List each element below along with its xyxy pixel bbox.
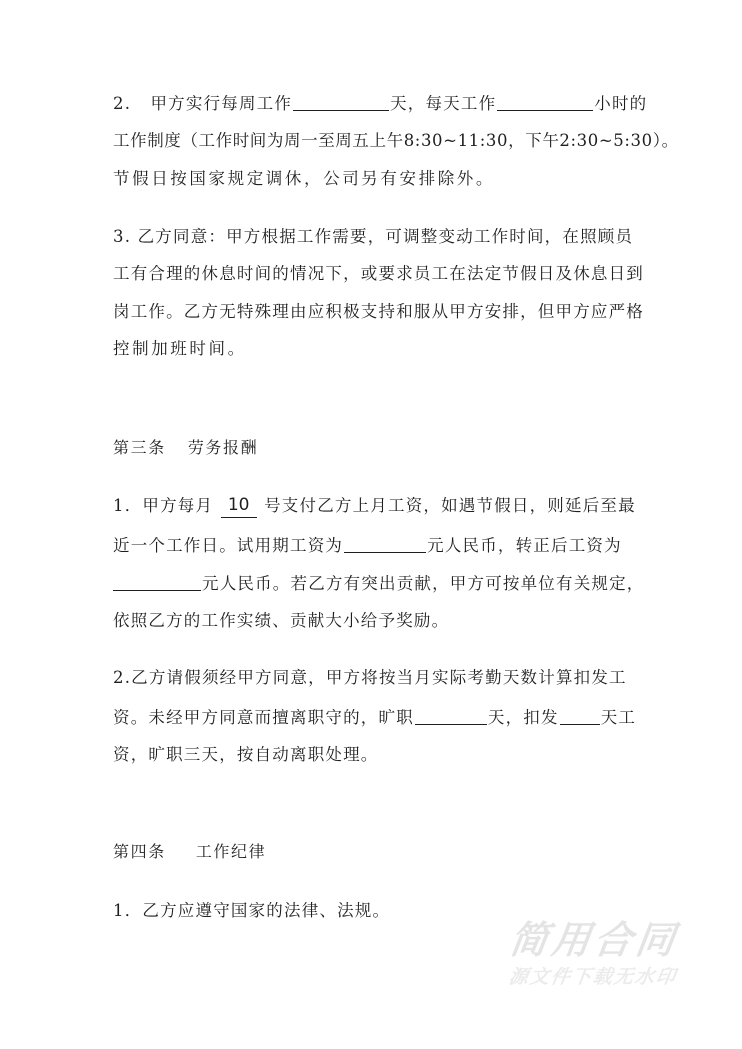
deduct-days-blank[interactable] xyxy=(560,706,600,725)
watermark xyxy=(503,918,723,992)
watermark-title: 简用合同 xyxy=(507,918,682,962)
work-hours-blank[interactable] xyxy=(497,92,593,111)
item2-line1-prefix: 2. 甲方实行每周工作 xyxy=(113,94,293,113)
item2-line3: 节假日按国家规定调休，公司另有安排除外。 xyxy=(113,169,495,188)
article4-title: 工作纪律 xyxy=(195,842,267,861)
item3-line3: 岗工作。乙方无特殊理由应积极支持和服从甲方安排，但甲方应严格 xyxy=(113,302,644,321)
article3-heading xyxy=(113,435,258,461)
article3-item1-line1 xyxy=(113,493,636,519)
article3-item2-line2-prefix: 资。未经甲方同意而擅离职守的，旷职 xyxy=(113,708,414,727)
article3-number: 第三条 xyxy=(113,438,166,457)
article3-item1-line2-prefix: 近一个工作日。试用期工资为 xyxy=(113,536,344,555)
regular-salary-blank[interactable] xyxy=(113,572,201,591)
article3-item2-line3: 资，旷职三天，按自动离职处理。 xyxy=(113,745,379,764)
probation-salary-blank[interactable] xyxy=(344,534,426,553)
item2-line2: 工作制度（工作时间为周一至周五上午8:30~11:30，下午2:30~5:30）。 xyxy=(113,131,679,150)
article3-item1-line1-prefix: 1．甲方每月 xyxy=(113,496,214,515)
article3-item2-line1: 2.乙方请假须经甲方同意，甲方将按当月实际考勤天数计算扣发工 xyxy=(113,668,627,687)
article3-title: 劳务报酬 xyxy=(187,438,259,457)
article4-heading xyxy=(113,839,266,865)
article3-item1-line3 xyxy=(113,570,645,596)
work-days-blank[interactable] xyxy=(293,92,389,111)
article4-number: 第四条 xyxy=(113,842,166,861)
item2-line1 xyxy=(113,90,648,116)
absent-days-blank[interactable] xyxy=(415,706,487,725)
article4-item1: 1．乙方应遵守国家的法律、法规。 xyxy=(113,901,391,920)
item3-line2: 工有合理的休息时间的情况下，或要求员工在法定节假日及休息日到 xyxy=(113,264,644,283)
item3-line1: 3. 乙方同意：甲方根据工作需要，可调整变动工作时间，在照顾员 xyxy=(113,227,634,246)
item3-line4: 控制加班时间。 xyxy=(113,339,247,358)
article3-item2-line2-mid: 天，扣发 xyxy=(487,708,559,727)
article3-item1-line2-suffix: 元人民币，转正后工资为 xyxy=(427,536,622,555)
item2-line1-suffix: 小时的 xyxy=(594,94,648,113)
item2-line1-mid: 天，每天工作 xyxy=(390,94,497,113)
pay-day-value: 10 xyxy=(227,495,250,515)
pay-day-field[interactable] xyxy=(221,495,257,518)
article3-item2-line2-suffix: 天工 xyxy=(600,708,637,727)
article3-item1-line1-suffix: 号支付乙方上月工资，如遇节假日，则延后至最 xyxy=(264,496,636,515)
watermark-subtitle: 源文件下载无水印 xyxy=(507,966,679,988)
article3-item1-line3-suffix: 元人民币。若乙方有突出贡献，甲方可按单位有关规定， xyxy=(202,574,645,593)
article3-item2-line2 xyxy=(113,704,637,730)
article3-item1-line4: 依照乙方的工作实绩、贡献大小给予奖励。 xyxy=(113,611,450,630)
article3-item1-line2 xyxy=(113,532,633,558)
